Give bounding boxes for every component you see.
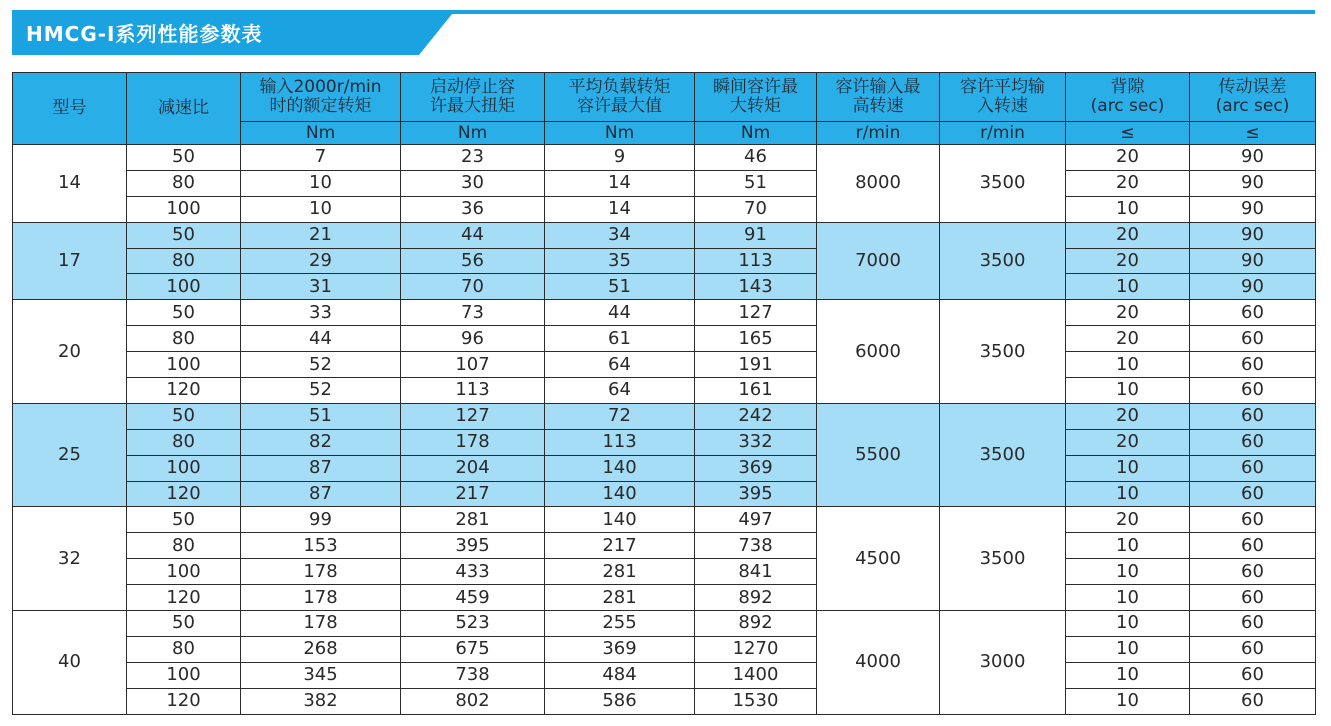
header-ratio: 减速比 — [127, 73, 241, 145]
max-input-speed-cell: 8000 — [817, 145, 940, 223]
max-start-stop-cell: 107 — [401, 352, 545, 378]
instant-max-cell: 892 — [695, 611, 817, 637]
instant-max-cell: 1270 — [695, 636, 817, 662]
instant-max-cell: 242 — [695, 403, 817, 429]
ratio-cell: 50 — [127, 507, 241, 533]
avg-load-max-cell: 51 — [545, 274, 695, 300]
avg-load-max-cell: 140 — [545, 455, 695, 481]
table-row — [13, 455, 1316, 481]
table-row — [13, 429, 1316, 455]
backlash-cell: 20 — [1066, 145, 1190, 171]
table-row — [13, 170, 1316, 196]
page-title: HMCG-I系列性能参数表 — [26, 22, 263, 46]
table-row — [13, 636, 1316, 662]
backlash-cell: 20 — [1066, 403, 1190, 429]
backlash-cell: 10 — [1066, 533, 1190, 559]
unit-rated-torque: Nm — [241, 122, 401, 145]
header-instant-max-line2: 大转矩 — [730, 96, 781, 116]
rated-torque-cell: 31 — [241, 274, 401, 300]
backlash-cell: 10 — [1066, 455, 1190, 481]
model-cell: 40 — [13, 611, 127, 715]
ratio-cell: 80 — [127, 429, 241, 455]
transmission-error-cell: 60 — [1190, 326, 1316, 352]
rated-torque-cell: 345 — [241, 662, 401, 688]
avg-load-max-cell: 281 — [545, 585, 695, 611]
instant-max-cell: 46 — [695, 145, 817, 171]
header-instant-max — [695, 73, 817, 122]
table-row — [13, 403, 1316, 429]
ratio-cell: 100 — [127, 352, 241, 378]
header-backlash-line2: (arc sec) — [1090, 96, 1165, 116]
transmission-error-cell: 60 — [1190, 533, 1316, 559]
rated-torque-cell: 10 — [241, 170, 401, 196]
avg-load-max-cell: 281 — [545, 559, 695, 585]
ratio-cell: 100 — [127, 455, 241, 481]
rated-torque-cell: 10 — [241, 196, 401, 222]
avg-input-speed-cell: 3500 — [940, 222, 1066, 300]
avg-load-max-cell: 72 — [545, 403, 695, 429]
transmission-error-cell: 60 — [1190, 636, 1316, 662]
avg-input-speed-cell: 3500 — [940, 507, 1066, 611]
header-row — [13, 73, 1316, 122]
header-max-start-stop-line2: 许最大扭矩 — [430, 96, 515, 116]
instant-max-cell: 161 — [695, 378, 817, 404]
table-row — [13, 352, 1316, 378]
instant-max-cell: 892 — [695, 585, 817, 611]
ratio-cell: 80 — [127, 170, 241, 196]
transmission-error-cell: 60 — [1190, 403, 1316, 429]
instant-max-cell: 1530 — [695, 688, 817, 714]
transmission-error-cell: 60 — [1190, 585, 1316, 611]
ratio-cell: 100 — [127, 559, 241, 585]
title-banner — [12, 7, 1315, 55]
header-avg-input-speed-line1: 容许平均输 — [960, 77, 1045, 97]
avg-load-max-cell: 64 — [545, 378, 695, 404]
header-model: 型号 — [13, 73, 127, 145]
header-max-input-speed — [817, 73, 940, 122]
transmission-error-cell: 90 — [1190, 145, 1316, 171]
table-row — [13, 533, 1316, 559]
avg-load-max-cell: 14 — [545, 196, 695, 222]
rated-torque-cell: 382 — [241, 688, 401, 714]
table-row — [13, 559, 1316, 585]
ratio-cell: 50 — [127, 300, 241, 326]
rated-torque-cell: 82 — [241, 429, 401, 455]
max-start-stop-cell: 73 — [401, 300, 545, 326]
max-start-stop-cell: 23 — [401, 145, 545, 171]
max-start-stop-cell: 127 — [401, 403, 545, 429]
table-row — [13, 662, 1316, 688]
max-start-stop-cell: 217 — [401, 481, 545, 507]
rated-torque-cell: 7 — [241, 145, 401, 171]
ratio-cell: 80 — [127, 326, 241, 352]
avg-input-speed-cell: 3500 — [940, 145, 1066, 223]
avg-input-speed-cell: 3000 — [940, 611, 1066, 715]
max-input-speed-cell: 7000 — [817, 222, 940, 300]
ratio-cell: 50 — [127, 611, 241, 637]
max-start-stop-cell: 113 — [401, 378, 545, 404]
backlash-cell: 20 — [1066, 300, 1190, 326]
ratio-cell: 80 — [127, 636, 241, 662]
avg-load-max-cell: 484 — [545, 662, 695, 688]
model-cell: 32 — [13, 507, 127, 611]
max-input-speed-cell: 6000 — [817, 300, 940, 404]
backlash-cell: 10 — [1066, 688, 1190, 714]
header-avg-input-speed-line2: 入转速 — [977, 96, 1028, 116]
rated-torque-cell: 178 — [241, 611, 401, 637]
avg-load-max-cell: 34 — [545, 222, 695, 248]
max-start-stop-cell: 178 — [401, 429, 545, 455]
max-start-stop-cell: 30 — [401, 170, 545, 196]
max-start-stop-cell: 459 — [401, 585, 545, 611]
transmission-error-cell: 90 — [1190, 170, 1316, 196]
avg-load-max-cell: 44 — [545, 300, 695, 326]
max-start-stop-cell: 523 — [401, 611, 545, 637]
table-row — [13, 507, 1316, 533]
max-input-speed-cell: 4000 — [817, 611, 940, 715]
avg-load-max-cell: 255 — [545, 611, 695, 637]
rated-torque-cell: 51 — [241, 403, 401, 429]
max-start-stop-cell: 281 — [401, 507, 545, 533]
backlash-cell: 10 — [1066, 481, 1190, 507]
ratio-cell: 120 — [127, 378, 241, 404]
instant-max-cell: 191 — [695, 352, 817, 378]
avg-load-max-cell: 140 — [545, 481, 695, 507]
transmission-error-cell: 60 — [1190, 429, 1316, 455]
backlash-cell: 10 — [1066, 662, 1190, 688]
table-row — [13, 222, 1316, 248]
ratio-cell: 100 — [127, 274, 241, 300]
rated-torque-cell: 52 — [241, 378, 401, 404]
backlash-cell: 10 — [1066, 636, 1190, 662]
rated-torque-cell: 268 — [241, 636, 401, 662]
instant-max-cell: 1400 — [695, 662, 817, 688]
unit-backlash: ≤ — [1066, 122, 1190, 145]
rated-torque-cell: 153 — [241, 533, 401, 559]
avg-input-speed-cell: 3500 — [940, 403, 1066, 507]
avg-load-max-cell: 217 — [545, 533, 695, 559]
instant-max-cell: 738 — [695, 533, 817, 559]
transmission-error-cell: 90 — [1190, 274, 1316, 300]
backlash-cell: 20 — [1066, 326, 1190, 352]
max-input-speed-cell: 5500 — [817, 403, 940, 507]
max-start-stop-cell: 96 — [401, 326, 545, 352]
ratio-cell: 100 — [127, 662, 241, 688]
transmission-error-cell: 60 — [1190, 352, 1316, 378]
header-avg-load-max-line2: 容许最大值 — [577, 96, 662, 116]
transmission-error-cell: 60 — [1190, 455, 1316, 481]
backlash-cell: 10 — [1066, 196, 1190, 222]
unit-avg-load-max: Nm — [545, 122, 695, 145]
rated-torque-cell: 87 — [241, 455, 401, 481]
transmission-error-cell: 60 — [1190, 611, 1316, 637]
header-max-input-speed-line1: 容许输入最 — [835, 77, 921, 97]
header-avg-load-max — [545, 73, 695, 122]
rated-torque-cell: 52 — [241, 352, 401, 378]
header-max-start-stop — [401, 73, 545, 122]
unit-avg-input-speed: r/min — [940, 122, 1066, 145]
unit-max-input-speed: r/min — [817, 122, 940, 145]
header-transmission-error-line2: (arc sec) — [1215, 96, 1290, 116]
instant-max-cell: 841 — [695, 559, 817, 585]
header-rated-torque — [241, 73, 401, 122]
avg-load-max-cell: 113 — [545, 429, 695, 455]
transmission-error-cell: 90 — [1190, 196, 1316, 222]
header-max-input-speed-line2: 高转速 — [852, 96, 904, 116]
model-cell: 20 — [13, 300, 127, 404]
table-row — [13, 688, 1316, 714]
table-row — [13, 378, 1316, 404]
transmission-error-cell: 60 — [1190, 507, 1316, 533]
backlash-cell: 10 — [1066, 378, 1190, 404]
rated-torque-cell: 99 — [241, 507, 401, 533]
instant-max-cell: 497 — [695, 507, 817, 533]
table-row — [13, 300, 1316, 326]
transmission-error-cell: 60 — [1190, 300, 1316, 326]
backlash-cell: 20 — [1066, 507, 1190, 533]
avg-load-max-cell: 64 — [545, 352, 695, 378]
rated-torque-cell: 178 — [241, 585, 401, 611]
header-avg-input-speed — [940, 73, 1066, 122]
avg-input-speed-cell: 3500 — [940, 300, 1066, 404]
header-backlash-line1: 背隙 — [1110, 77, 1145, 97]
model-cell: 14 — [13, 145, 127, 223]
unit-instant-max: Nm — [695, 122, 817, 145]
model-cell: 17 — [13, 222, 127, 300]
unit-transmission-error: ≤ — [1190, 122, 1316, 145]
table-row — [13, 145, 1316, 171]
instant-max-cell: 369 — [695, 455, 817, 481]
rated-torque-cell: 33 — [241, 300, 401, 326]
instant-max-cell: 127 — [695, 300, 817, 326]
instant-max-cell: 143 — [695, 274, 817, 300]
instant-max-cell: 395 — [695, 481, 817, 507]
table-row — [13, 481, 1316, 507]
table-row — [13, 326, 1316, 352]
table-body — [13, 145, 1316, 715]
table-row — [13, 248, 1316, 274]
header-rated-torque-line1: 输入2000r/min — [259, 77, 382, 97]
performance-parameter-table — [12, 72, 1316, 715]
backlash-cell: 10 — [1066, 611, 1190, 637]
header-transmission-error — [1190, 73, 1316, 122]
backlash-cell: 20 — [1066, 429, 1190, 455]
avg-load-max-cell: 14 — [545, 170, 695, 196]
unit-max-start-stop: Nm — [401, 122, 545, 145]
table-row — [13, 274, 1316, 300]
max-start-stop-cell: 56 — [401, 248, 545, 274]
avg-load-max-cell: 9 — [545, 145, 695, 171]
backlash-cell: 20 — [1066, 248, 1190, 274]
max-start-stop-cell: 802 — [401, 688, 545, 714]
backlash-cell: 20 — [1066, 170, 1190, 196]
ratio-cell: 50 — [127, 403, 241, 429]
avg-load-max-cell: 140 — [545, 507, 695, 533]
max-start-stop-cell: 738 — [401, 662, 545, 688]
table-row — [13, 196, 1316, 222]
header-instant-max-line1: 瞬间容许最 — [713, 77, 798, 97]
transmission-error-cell: 60 — [1190, 688, 1316, 714]
table-row — [13, 585, 1316, 611]
instant-max-cell: 91 — [695, 222, 817, 248]
rated-torque-cell: 44 — [241, 326, 401, 352]
ratio-cell: 80 — [127, 533, 241, 559]
backlash-cell: 20 — [1066, 222, 1190, 248]
transmission-error-cell: 60 — [1190, 481, 1316, 507]
max-input-speed-cell: 4500 — [817, 507, 940, 611]
backlash-cell: 10 — [1066, 274, 1190, 300]
rated-torque-cell: 178 — [241, 559, 401, 585]
instant-max-cell: 51 — [695, 170, 817, 196]
max-start-stop-cell: 36 — [401, 196, 545, 222]
instant-max-cell: 165 — [695, 326, 817, 352]
backlash-cell: 10 — [1066, 352, 1190, 378]
instant-max-cell: 70 — [695, 196, 817, 222]
transmission-error-cell: 90 — [1190, 222, 1316, 248]
transmission-error-cell: 60 — [1190, 662, 1316, 688]
header-rated-torque-line2: 时的额定转矩 — [269, 96, 372, 116]
model-cell: 25 — [13, 403, 127, 507]
ratio-cell: 100 — [127, 196, 241, 222]
ratio-cell: 50 — [127, 145, 241, 171]
ratio-cell: 120 — [127, 688, 241, 714]
ratio-cell: 50 — [127, 222, 241, 248]
avg-load-max-cell: 369 — [545, 636, 695, 662]
rated-torque-cell: 87 — [241, 481, 401, 507]
transmission-error-cell: 90 — [1190, 248, 1316, 274]
backlash-cell: 10 — [1066, 585, 1190, 611]
ratio-cell: 120 — [127, 585, 241, 611]
rated-torque-cell: 29 — [241, 248, 401, 274]
max-start-stop-cell: 675 — [401, 636, 545, 662]
transmission-error-cell: 60 — [1190, 559, 1316, 585]
table-row — [13, 611, 1316, 637]
instant-max-cell: 332 — [695, 429, 817, 455]
ratio-cell: 80 — [127, 248, 241, 274]
max-start-stop-cell: 395 — [401, 533, 545, 559]
header-avg-load-max-line1: 平均负载转矩 — [568, 77, 671, 97]
max-start-stop-cell: 433 — [401, 559, 545, 585]
avg-load-max-cell: 586 — [545, 688, 695, 714]
transmission-error-cell: 60 — [1190, 378, 1316, 404]
rated-torque-cell: 21 — [241, 222, 401, 248]
header-backlash — [1066, 73, 1190, 122]
max-start-stop-cell: 70 — [401, 274, 545, 300]
header-max-start-stop-line1: 启动停止容 — [430, 77, 515, 97]
backlash-cell: 10 — [1066, 559, 1190, 585]
header-transmission-error-line1: 传动误差 — [1218, 77, 1287, 97]
avg-load-max-cell: 35 — [545, 248, 695, 274]
max-start-stop-cell: 44 — [401, 222, 545, 248]
ratio-cell: 120 — [127, 481, 241, 507]
instant-max-cell: 113 — [695, 248, 817, 274]
max-start-stop-cell: 204 — [401, 455, 545, 481]
avg-load-max-cell: 61 — [545, 326, 695, 352]
